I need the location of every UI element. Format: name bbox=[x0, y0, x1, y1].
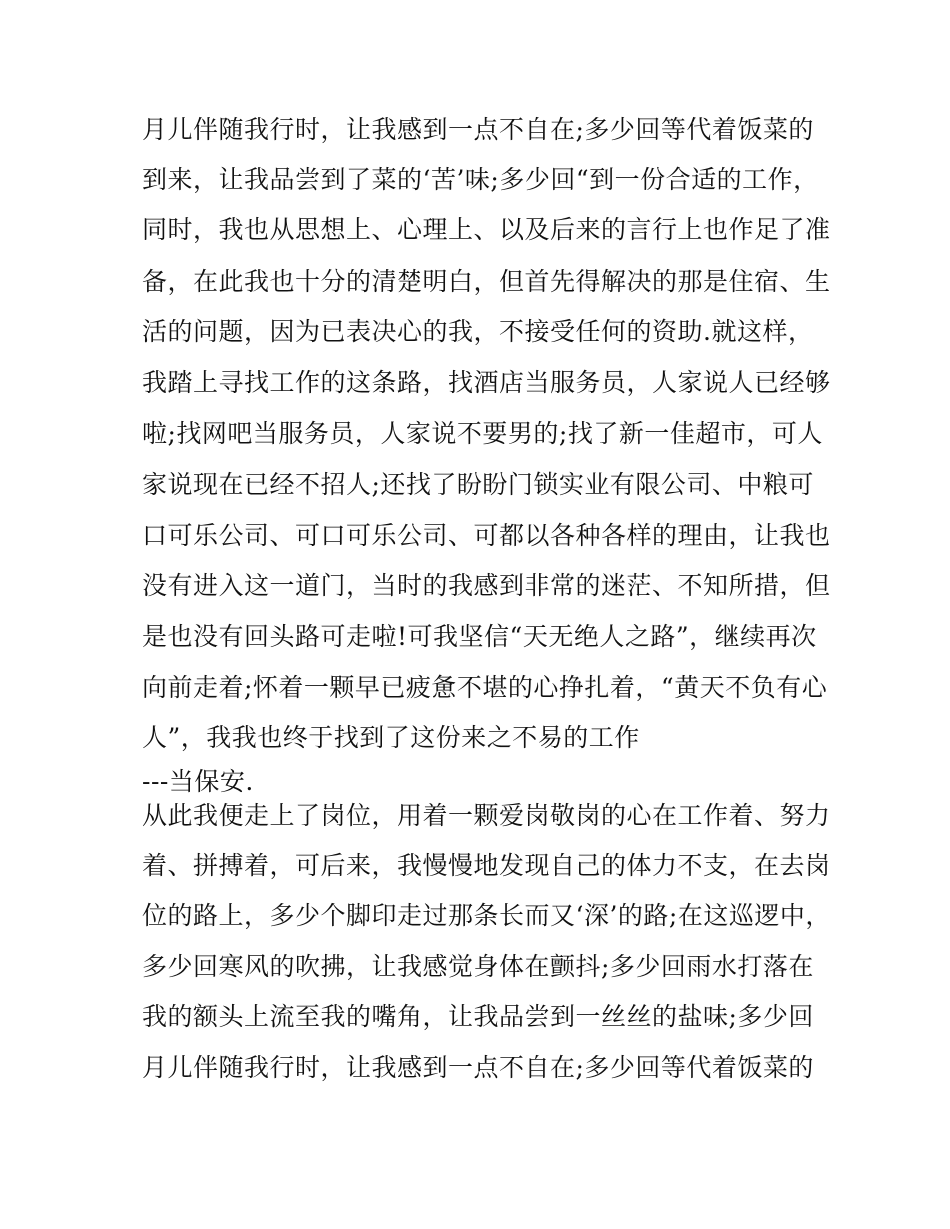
text-line: 活的问题，因为已表决心的我，不接受任何的资助.就这样， bbox=[142, 317, 814, 346]
text-line: 月儿伴随我行时，让我感到一点不自在;多少回等代着饭菜的 bbox=[142, 1053, 814, 1082]
text-line: 口可乐公司、可口可乐公司、可都以各种各样的理由，让我也 bbox=[142, 521, 831, 550]
text-line: 同时，我也从思想上、心理上、以及后来的言行上也作足了准 bbox=[142, 215, 831, 244]
text-line: 我的额头上流至我的嘴角，让我品尝到一丝丝的盐味;多少回 bbox=[142, 1002, 814, 1031]
text-line: ---当保安. bbox=[142, 767, 254, 796]
text-line: 备，在此我也十分的清楚明白，但首先得解决的那是住宿、生 bbox=[142, 267, 831, 296]
text-line: 月儿伴随我行时，让我感到一点不自在;多少回等代着饭菜的 bbox=[142, 115, 814, 144]
text-line: 从此我便走上了岗位，用着一颗爱岗敬岗的心在工作着、努力 bbox=[142, 801, 831, 830]
text-line: 多少回寒风的吹拂，让我感觉身体在颤抖;多少回雨水打落在 bbox=[142, 952, 814, 981]
text-line: 我踏上寻找工作的这条路，找酒店当服务员，人家说人已经够 bbox=[142, 368, 831, 397]
text-line: 向前走着;怀着一颗早已疲惫不堪的心挣扎着，“黄天不负有心 bbox=[142, 673, 828, 702]
text-line: 没有进入这一道门，当时的我感到非常的迷茫、不知所措，但 bbox=[142, 571, 831, 600]
text-line: 着、拼搏着，可后来，我慢慢地发现自己的体力不支，在去岗 bbox=[142, 851, 831, 880]
text-line: 家说现在已经不招人;还找了盼盼门锁实业有限公司、中粮可 bbox=[142, 470, 814, 499]
text-line: 人”，我我也终于找到了这份来之不易的工作 bbox=[142, 723, 640, 752]
text-line: 是也没有回头路可走啦!可我坚信“天无绝人之路”，继续再次 bbox=[142, 622, 817, 651]
text-line: 位的路上，多少个脚印走过那条长而又‘深’的路;在这巡逻中， bbox=[142, 901, 831, 930]
text-line: 到来，让我品尝到了菜的‘苦’味;多少回“到一份合适的工作， bbox=[142, 165, 819, 194]
text-line: 啦;找网吧当服务员，人家说不要男的;找了新一佳超市，可人 bbox=[142, 419, 823, 448]
